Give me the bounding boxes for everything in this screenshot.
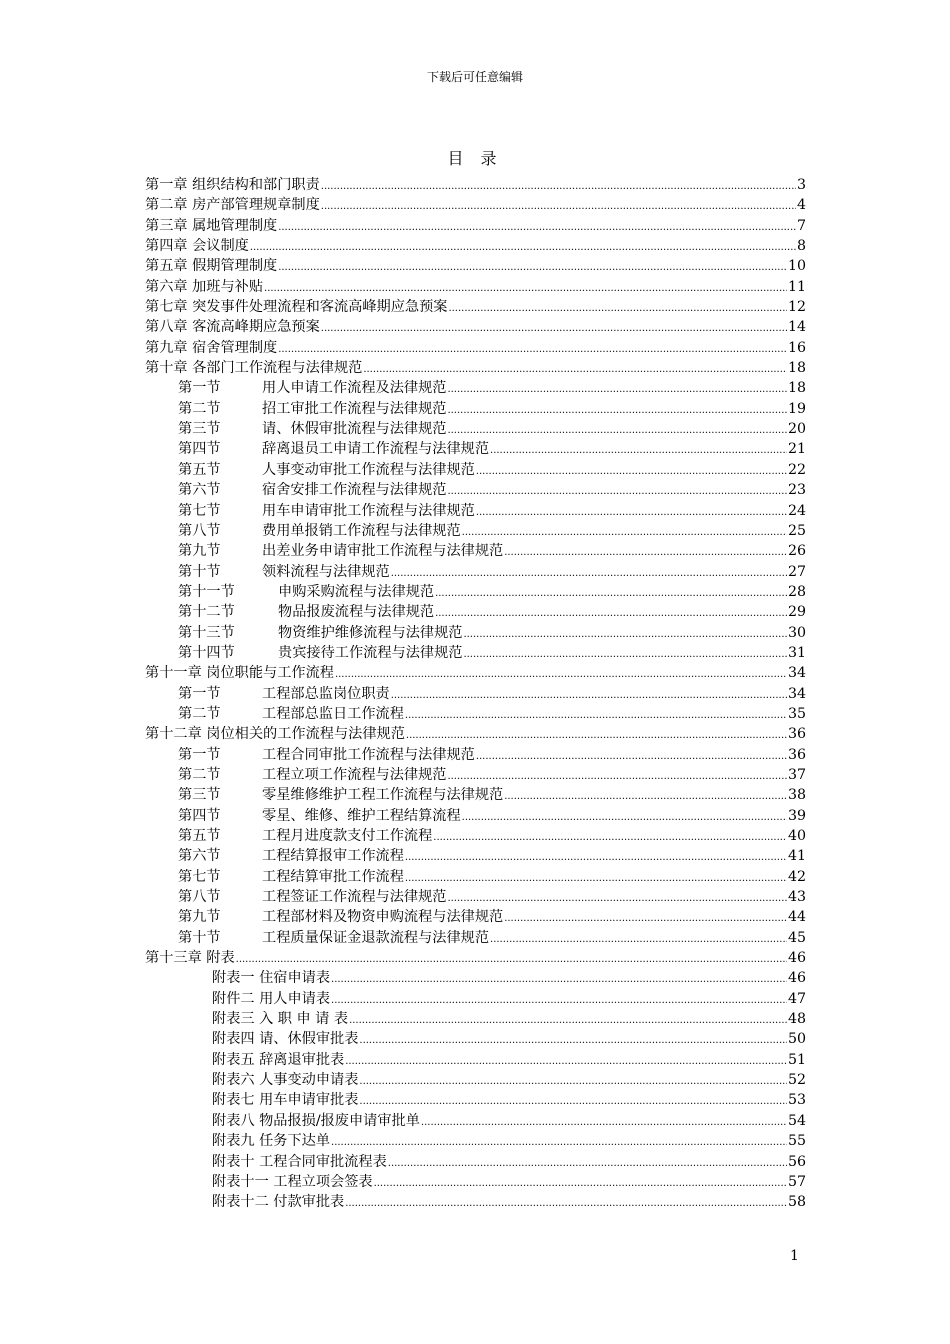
- toc-page-number: 7: [796, 217, 806, 234]
- toc-dot-leader: [433, 828, 787, 846]
- toc-entry-label: 附表三 入 职 申 请 表: [212, 1011, 349, 1028]
- toc-entry-label: 第十一章 岗位职能与工作流程: [145, 665, 334, 682]
- toc-dot-leader: [490, 930, 787, 948]
- toc-entry-label: 第二章 房产部管理规章制度: [145, 197, 320, 214]
- toc-entry-label: 附表七 用车申请审批表: [212, 1092, 359, 1109]
- toc-entry[interactable]: [145, 419, 806, 439]
- toc-entry[interactable]: [145, 1111, 806, 1131]
- toc-page-number: 54: [787, 1112, 806, 1129]
- toc-page-number: 56: [787, 1153, 806, 1170]
- toc-entry[interactable]: [145, 1192, 806, 1212]
- toc-page-number: 57: [787, 1173, 806, 1190]
- toc-entry[interactable]: [145, 541, 806, 561]
- toc-section-title: 物资维护维修流程与法律规范: [278, 624, 463, 641]
- toc-entry-label: 附表四 请、休假审批表: [212, 1031, 359, 1048]
- toc-section-title: 出差业务申请审批工作流程与法律规范: [262, 543, 504, 560]
- toc-entry-label: [178, 643, 462, 663]
- toc-dot-leader: [435, 604, 787, 622]
- toc-page-number: 37: [787, 766, 806, 783]
- toc-dot-leader: [236, 950, 787, 968]
- toc-entry-label: 第十章 各部门工作流程与法律规范: [145, 360, 363, 377]
- toc-page-number: 25: [787, 522, 806, 539]
- toc-dot-leader: [462, 808, 787, 826]
- toc-entry-label: [178, 867, 404, 887]
- toc-entry[interactable]: [145, 439, 806, 459]
- toc-entry[interactable]: [145, 501, 806, 521]
- toc-entry[interactable]: [145, 1131, 806, 1151]
- toc-entry[interactable]: [145, 1050, 806, 1070]
- toc-section-title: 宿舍安排工作流程与法律规范: [262, 482, 447, 499]
- toc-entry[interactable]: [145, 562, 806, 582]
- toc-section-title: 申购采购流程与法律规范: [278, 583, 435, 600]
- toc-page-number: 58: [787, 1194, 806, 1211]
- toc-entry-label: [178, 521, 461, 541]
- toc-entry-label: [178, 419, 446, 439]
- toc-entry-label: 附表一 住宿申请表: [212, 970, 331, 987]
- toc-entry[interactable]: [145, 623, 806, 643]
- toc-entry-label: [178, 439, 489, 459]
- toc-section-number: 第二节: [178, 705, 221, 722]
- toc-section-title: 用车申请审批工作流程与法律规范: [262, 502, 475, 519]
- toc-entry[interactable]: [145, 480, 806, 500]
- toc-dot-leader: [278, 218, 796, 236]
- toc-section-title: 工程签证工作流程与法律规范: [262, 889, 447, 906]
- toc-entry-label: [178, 826, 432, 846]
- toc-page-number: 44: [787, 909, 806, 926]
- toc-entry[interactable]: [145, 724, 806, 744]
- toc-section-number: 第五节: [178, 828, 221, 844]
- toc-dot-leader: [504, 787, 787, 805]
- toc-page-number: 24: [787, 502, 806, 519]
- toc-section-title: 工程立项工作流程与法律规范: [262, 766, 447, 783]
- toc-entry[interactable]: [145, 317, 806, 337]
- toc-section-title: 辞离退员工申请工作流程与法律规范: [262, 441, 490, 458]
- toc-section-title: 工程质量保证金退款流程与法律规范: [262, 929, 490, 946]
- toc-section-title: 贵宾接待工作流程与法律规范: [278, 644, 463, 661]
- toc-entry[interactable]: [145, 378, 806, 398]
- toc-section-title: 工程合同审批工作流程与法律规范: [262, 746, 475, 763]
- toc-section-number: 第七节: [178, 502, 221, 519]
- toc-entry[interactable]: [145, 928, 806, 948]
- toc-entry-label: 附表六 人事变动申请表: [212, 1072, 359, 1089]
- toc-dot-leader: [250, 238, 796, 256]
- toc-section-number: 第十节: [178, 929, 221, 946]
- toc-dot-leader: [490, 441, 787, 459]
- toc-entry[interactable]: [145, 338, 806, 358]
- toc-page-number: 36: [787, 726, 806, 743]
- toc-entry-label: [178, 378, 446, 398]
- toc-entry-label: [178, 602, 434, 622]
- toc-page-number: 11: [787, 278, 806, 295]
- toc-entry-label: 第六章 加班与补贴: [145, 278, 264, 295]
- toc-dot-leader: [476, 747, 787, 765]
- toc-section-number: 第十节: [178, 563, 221, 580]
- toc-section-number: 第一节: [178, 685, 221, 702]
- toc-section-number: 第六节: [178, 482, 221, 499]
- toc-entry[interactable]: [145, 948, 806, 968]
- toc-entry[interactable]: [145, 1029, 806, 1049]
- toc-entry[interactable]: [145, 1009, 806, 1029]
- toc-entry-label: 第三章 属地管理制度: [145, 217, 278, 234]
- toc-section-number: 第八节: [178, 522, 221, 539]
- toc-section-title: 招工审批工作流程与法律规范: [262, 400, 447, 417]
- toc-page-number: 20: [787, 421, 806, 438]
- toc-entry-label: 附表九 任务下达单: [212, 1133, 331, 1150]
- toc-dot-leader: [448, 299, 786, 317]
- toc-entry[interactable]: [145, 846, 806, 866]
- toc-entry-label: 第十二章 岗位相关的工作流程与法律规范: [145, 726, 405, 743]
- toc-dot-leader: [321, 319, 787, 337]
- toc-entry[interactable]: [145, 277, 806, 297]
- toc-dot-leader: [447, 767, 786, 785]
- toc-dot-leader: [388, 1154, 787, 1172]
- toc-entry[interactable]: [145, 1090, 806, 1110]
- toc-entry[interactable]: [145, 1152, 806, 1172]
- toc-dot-leader: [331, 970, 787, 988]
- toc-dot-leader: [447, 482, 786, 500]
- toc-entry-label: [178, 399, 446, 419]
- toc-dot-leader: [345, 1052, 787, 1070]
- toc-page-number: 39: [787, 807, 806, 824]
- toc-dot-leader: [405, 848, 787, 866]
- toc-section-number: 第十一节: [178, 583, 235, 600]
- toc-dot-leader: [359, 1072, 787, 1090]
- toc-page-number: 38: [787, 787, 806, 804]
- toc-section-number: 第一节: [178, 380, 221, 397]
- toc-dot-leader: [435, 584, 787, 602]
- toc-entry[interactable]: [145, 195, 806, 215]
- table-of-contents: [145, 175, 806, 1213]
- toc-entry[interactable]: [145, 216, 806, 236]
- toc-entry[interactable]: [145, 1172, 806, 1192]
- toc-entry[interactable]: [145, 867, 806, 887]
- toc-section-title: 工程结算审批工作流程: [262, 868, 404, 885]
- toc-page-number: 12: [787, 299, 806, 316]
- toc-dot-leader: [447, 421, 786, 439]
- toc-dot-leader: [447, 380, 786, 398]
- toc-entry-label: [178, 704, 404, 724]
- toc-entry[interactable]: [145, 684, 806, 704]
- toc-page-number: 53: [787, 1092, 806, 1109]
- toc-entry[interactable]: [145, 806, 806, 826]
- toc-page-number: 48: [787, 1011, 806, 1028]
- toc-entry-label: [178, 785, 503, 805]
- toc-entry-label: 附件二 用人申请表: [212, 990, 331, 1007]
- toc-dot-leader: [278, 258, 787, 276]
- toc-dot-leader: [335, 665, 787, 683]
- toc-section-title: 零星维修维护工程工作流程与法律规范: [262, 787, 504, 804]
- toc-dot-leader: [331, 1133, 787, 1151]
- toc-dot-leader: [374, 1174, 787, 1192]
- toc-entry[interactable]: [145, 521, 806, 541]
- toc-section-number: 第八节: [178, 889, 221, 906]
- toc-section-title: 请、休假审批流程与法律规范: [262, 421, 447, 438]
- toc-entry-label: 第四章 会议制度: [145, 238, 249, 255]
- toc-page-number: 23: [787, 482, 806, 499]
- toc-entry-label: 第七章 突发事件处理流程和客流高峰期应急预案: [145, 299, 448, 316]
- toc-entry-label: [178, 541, 503, 561]
- toc-page-number: 19: [787, 400, 806, 417]
- toc-entry-label: [178, 907, 503, 927]
- toc-dot-leader: [476, 462, 787, 480]
- toc-dot-leader: [405, 706, 787, 724]
- toc-dot-leader: [405, 869, 787, 887]
- toc-dot-leader: [406, 726, 787, 744]
- toc-dot-leader: [421, 1113, 787, 1131]
- toc-entry-label: [178, 745, 475, 765]
- toc-page-number: 30: [787, 624, 806, 641]
- toc-page-number: 16: [787, 339, 806, 356]
- toc-page-number: 34: [787, 665, 806, 682]
- toc-entry[interactable]: [145, 785, 806, 805]
- toc-dot-leader: [359, 1031, 787, 1049]
- toc-section-number: 第九节: [178, 543, 221, 560]
- toc-page-number: 22: [787, 461, 806, 478]
- toc-section-title: 工程部总监岗位职责: [262, 685, 390, 702]
- toc-section-number: 第九节: [178, 909, 221, 926]
- toc-dot-leader: [391, 564, 787, 582]
- toc-entry[interactable]: [145, 236, 806, 256]
- toc-page-number: 50: [787, 1031, 806, 1048]
- toc-page-number: 35: [787, 705, 806, 722]
- toc-dot-leader: [359, 1092, 787, 1110]
- toc-entry[interactable]: [145, 968, 806, 988]
- toc-dot-leader: [391, 686, 787, 704]
- toc-entry-label: 第八章 客流高峰期应急预案: [145, 319, 320, 336]
- toc-dot-leader: [463, 645, 786, 663]
- toc-entry[interactable]: [145, 175, 806, 195]
- toc-entry-label: 附表八 物品报损/报废申请审批单: [212, 1112, 420, 1129]
- page-header: 下载后可任意编辑: [426, 70, 523, 84]
- toc-dot-leader: [462, 523, 787, 541]
- toc-entry[interactable]: [145, 745, 806, 765]
- toc-section-title: 工程月进度款支付工作流程: [262, 828, 433, 844]
- toc-page-number: 4: [796, 197, 806, 214]
- toc-page-number: 36: [787, 746, 806, 763]
- toc-dot-leader: [447, 401, 786, 419]
- toc-entry-label: 附表十 工程合同审批流程表: [212, 1153, 387, 1170]
- toc-entry-label: [178, 684, 390, 704]
- toc-section-title: 人事变动审批工作流程与法律规范: [262, 461, 475, 478]
- toc-section-title: 工程部材料及物资申购流程与法律规范: [262, 909, 504, 926]
- toc-entry[interactable]: [145, 704, 806, 724]
- toc-page-number: 51: [787, 1051, 806, 1068]
- toc-entry[interactable]: [145, 643, 806, 663]
- toc-title: 目 录: [447, 149, 503, 168]
- toc-page-number: 27: [787, 563, 806, 580]
- page-number: 1: [790, 1248, 799, 1264]
- toc-entry-label: 附表十二 付款审批表: [212, 1194, 345, 1211]
- toc-entry[interactable]: [145, 826, 806, 846]
- toc-entry[interactable]: [145, 663, 806, 683]
- toc-page-number: 45: [787, 929, 806, 946]
- toc-section-number: 第五节: [178, 461, 221, 478]
- toc-page-number: 46: [787, 970, 806, 987]
- toc-section-title: 领料流程与法律规范: [262, 563, 390, 580]
- toc-dot-leader: [463, 625, 786, 643]
- toc-page-number: 41: [787, 848, 806, 865]
- toc-section-number: 第十二节: [178, 604, 235, 621]
- toc-section-number: 第三节: [178, 421, 221, 438]
- toc-page-number: 3: [796, 177, 806, 193]
- toc-entry-label: [178, 501, 475, 521]
- toc-entry-label: [178, 480, 446, 500]
- toc-entry[interactable]: [145, 460, 806, 480]
- toc-section-number: 第二节: [178, 766, 221, 783]
- toc-dot-leader: [321, 177, 796, 195]
- toc-page-number: 40: [787, 828, 806, 844]
- toc-entry-label: [178, 623, 462, 643]
- toc-section-number: 第四节: [178, 807, 221, 824]
- toc-page-number: 46: [787, 950, 806, 967]
- toc-entry-label: [178, 582, 434, 602]
- toc-page-number: 34: [787, 685, 806, 702]
- toc-section-title: 费用单报销工作流程与法律规范: [262, 522, 461, 539]
- toc-section-number: 第一节: [178, 746, 221, 763]
- toc-dot-leader: [504, 909, 787, 927]
- toc-section-number: 第七节: [178, 868, 221, 885]
- toc-entry[interactable]: [145, 989, 806, 1009]
- toc-section-number: 第十三节: [178, 624, 235, 641]
- toc-page-number: 52: [787, 1072, 806, 1089]
- toc-dot-leader: [264, 279, 787, 297]
- toc-entry[interactable]: [145, 358, 806, 378]
- toc-section-number: 第二节: [178, 400, 221, 417]
- toc-entry[interactable]: [145, 297, 806, 317]
- toc-entry-label: 第十三章 附表: [145, 950, 235, 967]
- toc-entry-label: [178, 887, 446, 907]
- toc-entry-label: 附表十一 工程立项会签表: [212, 1173, 373, 1190]
- toc-page-number: 10: [787, 258, 806, 275]
- toc-entry-label: [178, 460, 475, 480]
- toc-dot-leader: [321, 197, 796, 215]
- toc-dot-leader: [363, 360, 787, 378]
- toc-section-number: 第三节: [178, 787, 221, 804]
- toc-dot-leader: [447, 889, 786, 907]
- toc-page-number: 47: [787, 990, 806, 1007]
- toc-entry-label: [178, 765, 446, 785]
- toc-dot-leader: [278, 340, 787, 358]
- toc-entry-label: [178, 846, 404, 866]
- toc-entry-label: 第五章 假期管理制度: [145, 258, 278, 275]
- toc-page-number: 14: [787, 319, 806, 336]
- toc-entry[interactable]: [145, 765, 806, 785]
- toc-dot-leader: [345, 1194, 787, 1212]
- toc-entry-label: [178, 806, 461, 826]
- toc-section-number: 第六节: [178, 848, 221, 865]
- toc-entry-label: 第一章 组织结构和部门职责: [145, 177, 320, 193]
- toc-section-title: 工程结算报审工作流程: [262, 848, 404, 865]
- toc-dot-leader: [504, 543, 787, 561]
- toc-entry[interactable]: [145, 582, 806, 602]
- toc-page-number: 8: [796, 238, 806, 255]
- toc-dot-leader: [476, 503, 787, 521]
- toc-entry-label: 第九章 宿舍管理制度: [145, 339, 278, 356]
- toc-page-number: 28: [787, 583, 806, 600]
- toc-page-number: 29: [787, 604, 806, 621]
- toc-page-number: 55: [787, 1133, 806, 1150]
- toc-entry[interactable]: [145, 907, 806, 927]
- toc-section-title: 工程部总监日工作流程: [262, 705, 404, 722]
- toc-page-number: 43: [787, 889, 806, 906]
- toc-page-number: 18: [787, 360, 806, 377]
- toc-page-number: 18: [787, 380, 806, 397]
- toc-page-number: 21: [787, 441, 806, 458]
- toc-entry[interactable]: [145, 602, 806, 622]
- toc-dot-leader: [331, 991, 787, 1009]
- toc-dot-leader: [349, 1011, 787, 1029]
- toc-entry[interactable]: [145, 1070, 806, 1090]
- toc-page-number: 31: [787, 644, 806, 661]
- toc-entry-label: [178, 562, 390, 582]
- toc-section-title: 零星、维修、维护工程结算流程: [262, 807, 461, 824]
- toc-section-title: 用人申请工作流程及法律规范: [262, 380, 447, 397]
- toc-section-number: 第四节: [178, 441, 221, 458]
- toc-entry[interactable]: [145, 399, 806, 419]
- toc-entry[interactable]: [145, 256, 806, 276]
- toc-section-number: 第十四节: [178, 644, 235, 661]
- toc-entry-label: 附表五 辞离退审批表: [212, 1051, 345, 1068]
- toc-entry[interactable]: [145, 887, 806, 907]
- toc-section-title: 物品报废流程与法律规范: [278, 604, 435, 621]
- toc-page-number: 42: [787, 868, 806, 885]
- toc-entry-label: [178, 928, 489, 948]
- toc-page-number: 26: [787, 543, 806, 560]
